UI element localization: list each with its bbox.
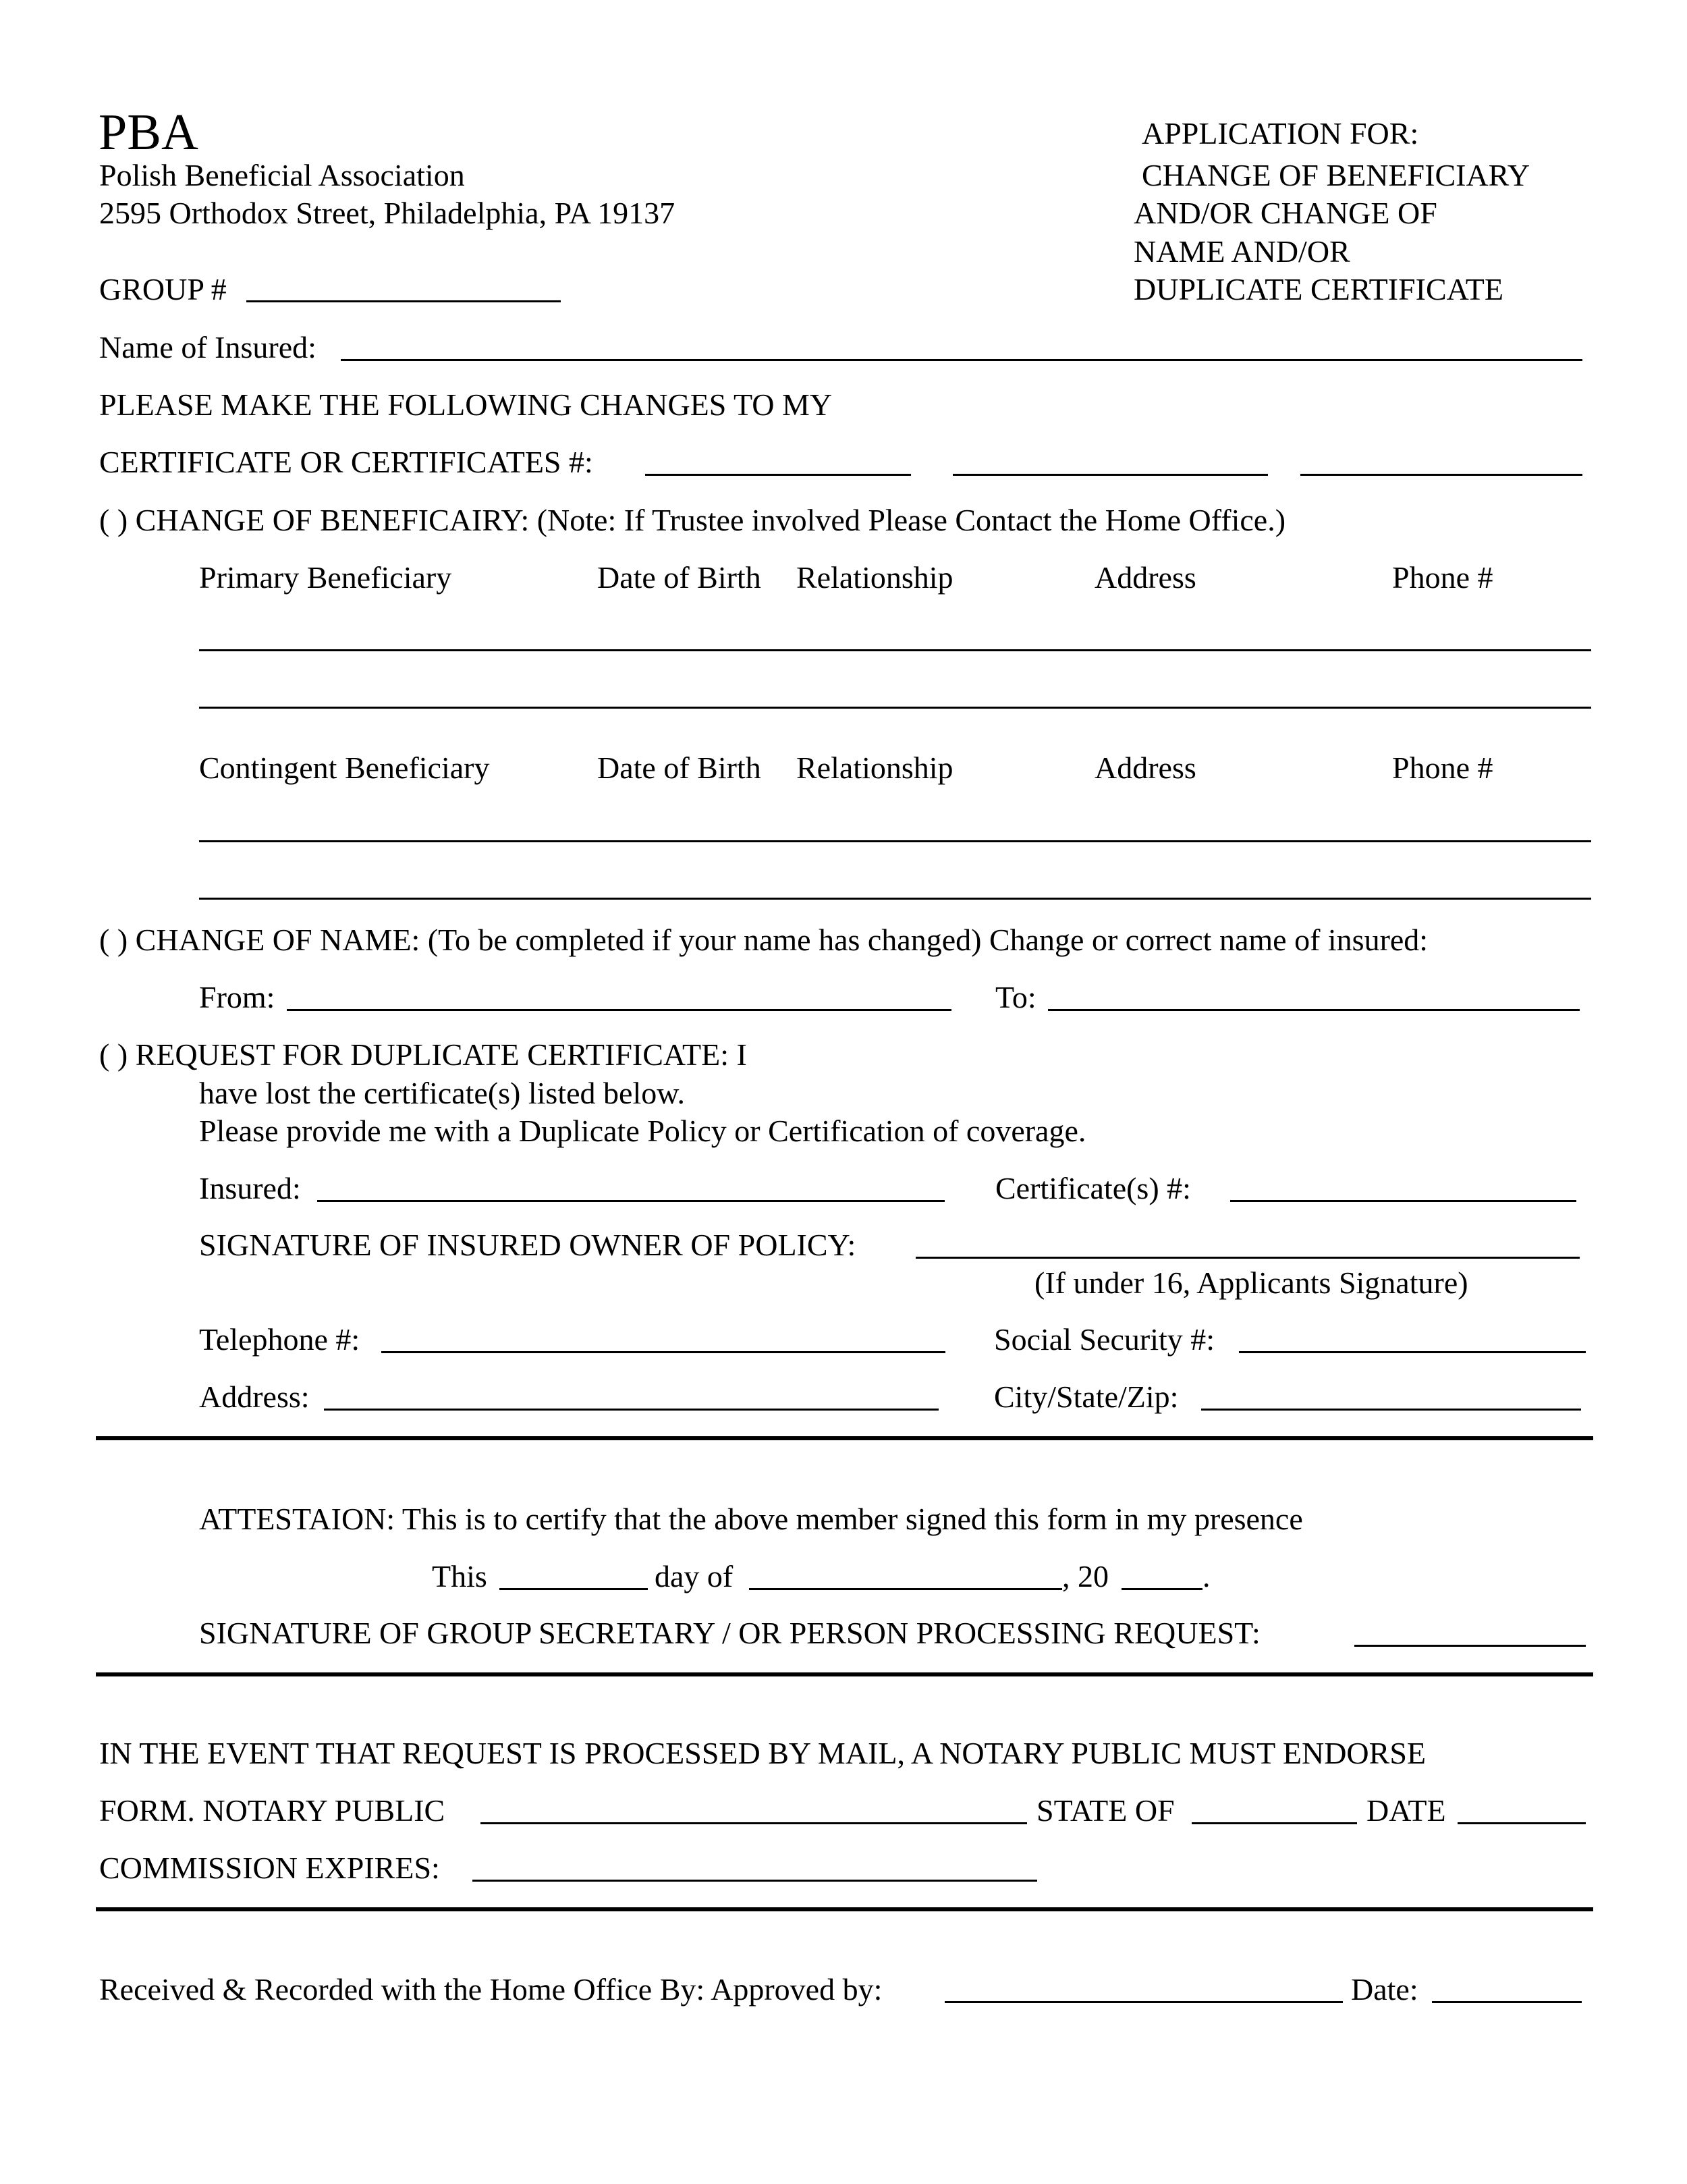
notary-state-label: STATE OF: [1036, 1793, 1175, 1828]
attestation-period: .: [1202, 1559, 1211, 1593]
contingent-beneficiary-line-2[interactable]: [199, 898, 1591, 900]
section-divider-2: [96, 1672, 1593, 1676]
contingent-col-address: Address: [1095, 750, 1196, 785]
app-title-line-1: APPLICATION FOR:: [1142, 116, 1419, 151]
commission-expires-label: COMMISSION EXPIRES:: [99, 1851, 440, 1885]
approved-by-field[interactable]: [945, 2001, 1343, 2003]
change-of-beneficiary-heading: ( ) CHANGE OF BENEFICAIRY: (Note: If Trustee involved Please Contact the Home Office.): [99, 503, 1286, 537]
from-name-field[interactable]: [287, 1009, 951, 1011]
primary-col-beneficiary: Primary Beneficiary: [199, 560, 452, 595]
section-divider-1: [96, 1436, 1593, 1440]
secretary-signature-label: SIGNATURE OF GROUP SECRETARY / OR PERSON PROCESSING REQUEST:: [199, 1616, 1261, 1650]
attestation-this-label: This: [432, 1559, 487, 1593]
duplicate-certificates-field[interactable]: [1230, 1200, 1576, 1202]
primary-beneficiary-line-1[interactable]: [199, 649, 1591, 651]
certificate-number-field-1[interactable]: [645, 474, 911, 476]
telephone-field[interactable]: [381, 1351, 945, 1353]
address-field[interactable]: [324, 1409, 939, 1411]
signature-field[interactable]: [916, 1257, 1580, 1259]
city-state-zip-field[interactable]: [1201, 1409, 1581, 1411]
duplicate-insured-label: Insured:: [199, 1171, 301, 1205]
attestation-year-prefix: , 20: [1062, 1559, 1109, 1593]
app-title-line-5: DUPLICATE CERTIFICATE: [1134, 272, 1503, 306]
section-divider-3: [96, 1907, 1593, 1911]
received-recorded-label: Received & Recorded with the Home Office By: Approved by:: [99, 1972, 883, 2006]
certificate-number-field-2[interactable]: [953, 474, 1268, 476]
commission-expires-field[interactable]: [472, 1880, 1037, 1882]
secretary-signature-field[interactable]: [1354, 1645, 1586, 1647]
org-short-name: PBA: [99, 104, 198, 161]
primary-col-dob: Date of Birth: [597, 560, 761, 595]
duplicate-heading: ( ) REQUEST FOR DUPLICATE CERTIFICATE: I: [99, 1037, 747, 1072]
notary-public-field[interactable]: [480, 1822, 1027, 1824]
app-title-line-4: NAME AND/OR: [1134, 234, 1350, 269]
telephone-label: Telephone #:: [199, 1322, 360, 1357]
contingent-beneficiary-line-1[interactable]: [199, 840, 1591, 842]
ssn-label: Social Security #:: [994, 1322, 1215, 1357]
notary-date-label: DATE: [1366, 1793, 1446, 1828]
name-of-insured-label: Name of Insured:: [99, 330, 316, 364]
attestation-month-field[interactable]: [749, 1588, 1062, 1590]
from-label: From:: [199, 980, 275, 1014]
org-name: Polish Beneficial Association: [99, 158, 465, 192]
group-number-field[interactable]: [246, 300, 561, 302]
address-label: Address:: [199, 1380, 310, 1414]
to-name-field[interactable]: [1048, 1009, 1580, 1011]
contingent-col-relationship: Relationship: [796, 750, 953, 785]
change-of-name-heading: ( ) CHANGE OF NAME: (To be completed if your name has changed) Change or correct name of insured:: [99, 923, 1429, 957]
attestation-day-of-label: day of: [655, 1559, 734, 1593]
contingent-col-phone: Phone #: [1392, 750, 1493, 785]
city-state-zip-label: City/State/Zip:: [994, 1380, 1179, 1414]
to-label: To:: [995, 980, 1036, 1014]
notary-line-1: IN THE EVENT THAT REQUEST IS PROCESSED BY MAIL, A NOTARY PUBLIC MUST ENDORSE: [99, 1736, 1427, 1770]
primary-beneficiary-line-2[interactable]: [199, 707, 1591, 709]
signature-label: SIGNATURE OF INSURED OWNER OF POLICY:: [199, 1228, 856, 1262]
notary-public-label: FORM. NOTARY PUBLIC: [99, 1793, 445, 1828]
signature-note: (If under 16, Applicants Signature): [1034, 1265, 1468, 1300]
name-of-insured-field[interactable]: [341, 359, 1582, 361]
attestation-day-field[interactable]: [499, 1588, 648, 1590]
primary-col-relationship: Relationship: [796, 560, 953, 595]
attestation-line-1: ATTESTAION: This is to certify that the above member signed this form in my presence: [199, 1502, 1303, 1536]
footer-date-field[interactable]: [1432, 2001, 1582, 2003]
changes-intro-line-2: CERTIFICATE OR CERTIFICATES #:: [99, 445, 593, 479]
duplicate-line-3: Please provide me with a Duplicate Policy or Certification of coverage.: [199, 1114, 1086, 1148]
notary-date-field[interactable]: [1458, 1822, 1586, 1824]
duplicate-insured-field[interactable]: [317, 1200, 945, 1202]
attestation-year-field[interactable]: [1122, 1588, 1202, 1590]
notary-state-field[interactable]: [1192, 1822, 1357, 1824]
app-title-line-2: CHANGE OF BENEFICIARY: [1142, 158, 1530, 192]
contingent-col-dob: Date of Birth: [597, 750, 761, 785]
group-label: GROUP #: [99, 272, 227, 306]
org-address: 2595 Orthodox Street, Philadelphia, PA 19137: [99, 196, 675, 230]
changes-intro-line-1: PLEASE MAKE THE FOLLOWING CHANGES TO MY: [99, 387, 833, 422]
duplicate-certificates-label: Certificate(s) #:: [995, 1171, 1191, 1205]
footer-date-label: Date:: [1351, 1972, 1418, 2006]
app-title-line-3: AND/OR CHANGE OF: [1134, 196, 1437, 230]
certificate-number-field-3[interactable]: [1300, 474, 1582, 476]
primary-col-address: Address: [1095, 560, 1196, 595]
contingent-col-beneficiary: Contingent Beneficiary: [199, 750, 490, 785]
duplicate-line-2: have lost the certificate(s) listed below.: [199, 1076, 685, 1110]
ssn-field[interactable]: [1239, 1351, 1586, 1353]
primary-col-phone: Phone #: [1392, 560, 1493, 595]
